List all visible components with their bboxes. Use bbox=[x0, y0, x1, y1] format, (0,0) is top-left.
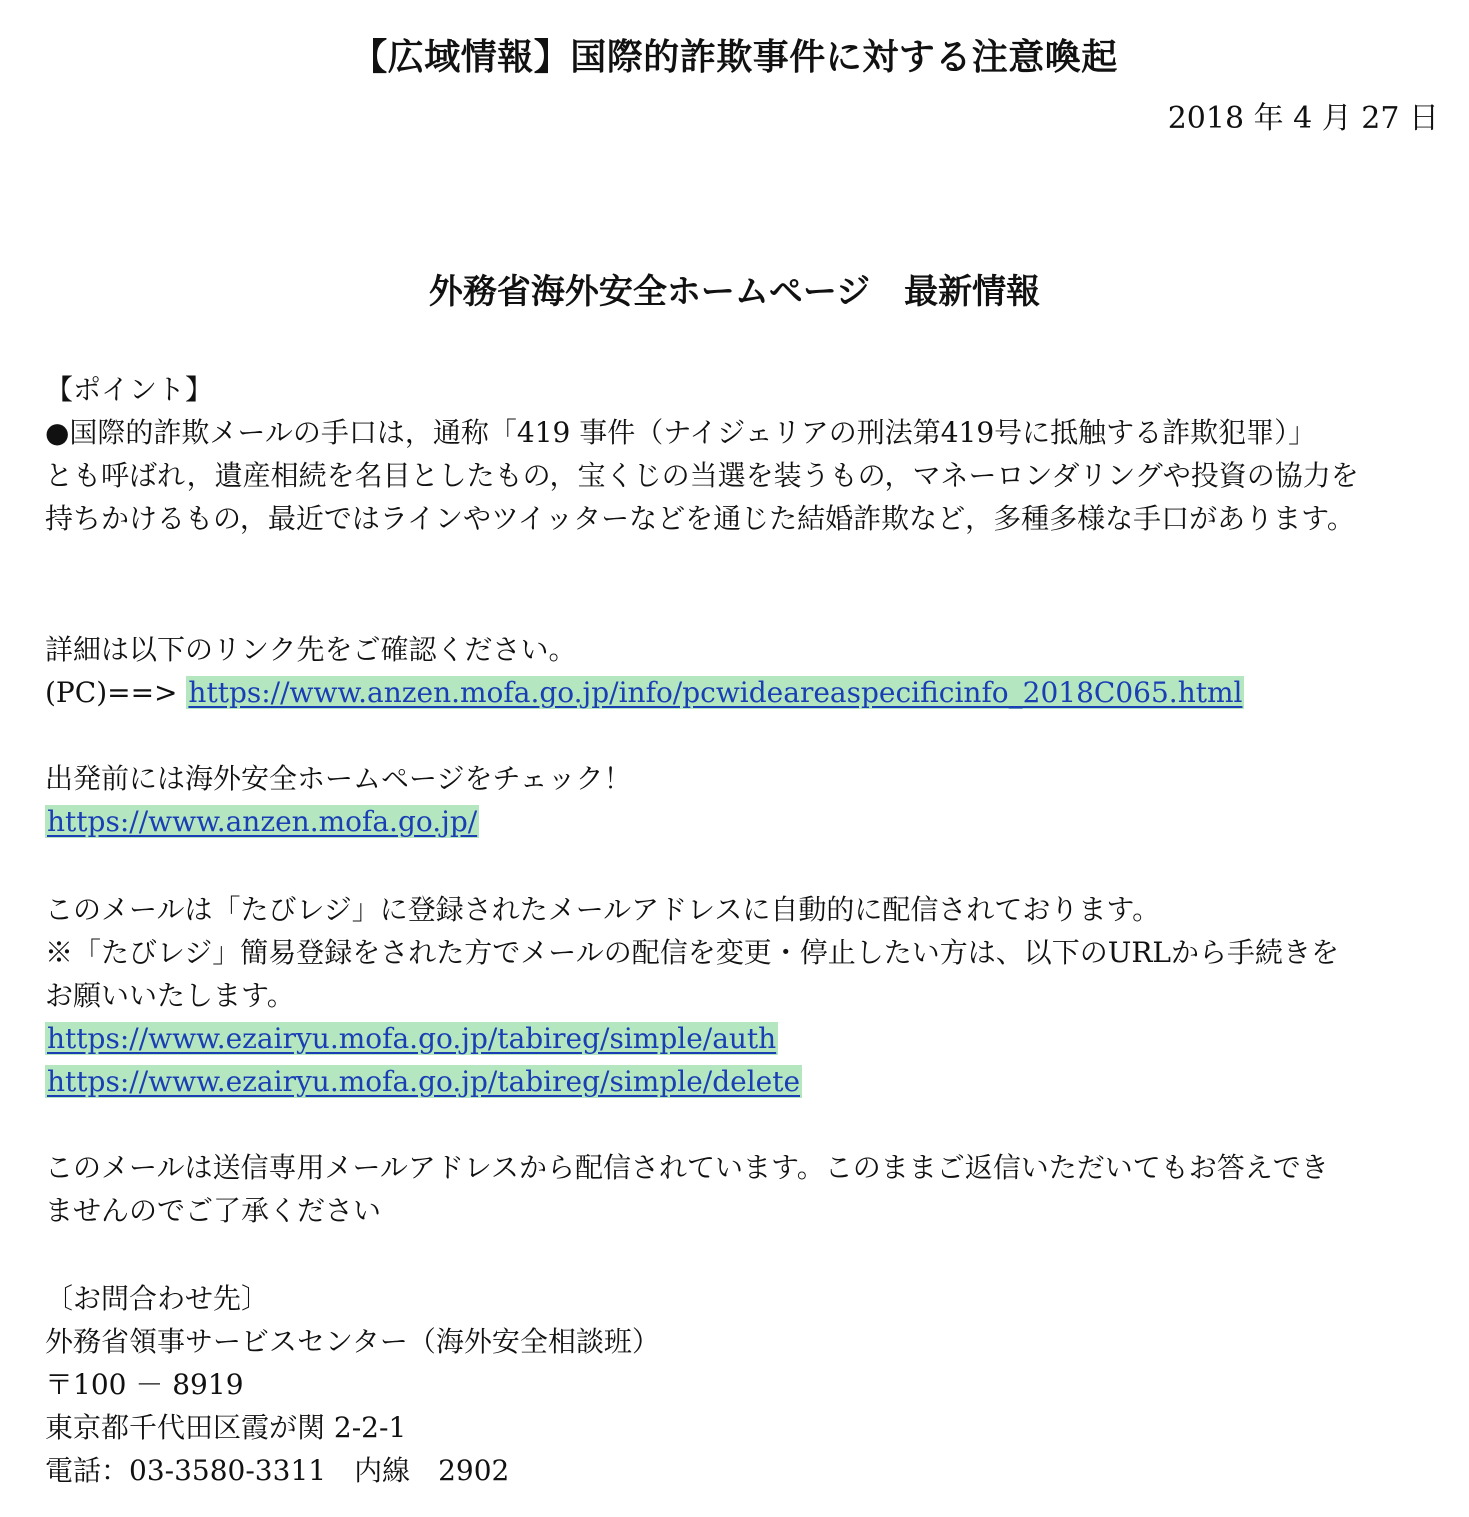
details-section bbox=[45, 628, 1455, 714]
contact-section bbox=[45, 1277, 1455, 1492]
pc-link-prefix: (PC)==> bbox=[45, 676, 187, 709]
pc-detail-link[interactable]: https://www.anzen.mofa.go.jp/info/pcwideareaspecificinfo_2018C065.html bbox=[188, 676, 1243, 709]
delete-link-row bbox=[45, 1060, 1455, 1103]
point-section bbox=[45, 368, 1455, 540]
document-title: 【広域情報】国際的詐欺事件に対する注意喚起 bbox=[351, 37, 1118, 78]
details-intro: 詳細は以下のリンク先をご確認ください。 bbox=[45, 633, 577, 666]
auth-link-row bbox=[45, 1017, 1455, 1060]
notice-line-1: このメールは送信専用メールアドレスから配信されています。このままご返信いただいてもお答えでき bbox=[45, 1151, 1329, 1184]
contact-address: 東京都千代田区霞が関 2-2-1 bbox=[45, 1411, 407, 1444]
registration-line-3: お願いいたします。 bbox=[45, 979, 295, 1012]
contact-heading: 〔お問合わせ先〕 bbox=[45, 1282, 270, 1315]
notice-line-2: ませんのでご了承ください bbox=[45, 1194, 382, 1227]
check-text: 出発前には海外安全ホームページをチェック！ bbox=[45, 762, 632, 795]
pc-link-row bbox=[45, 671, 1455, 714]
anzen-home-link[interactable]: https://www.anzen.mofa.go.jp/ bbox=[47, 805, 478, 838]
tabireg-delete-link[interactable]: https://www.ezairyu.mofa.go.jp/tabireg/simple/delete bbox=[47, 1065, 801, 1098]
document-subtitle: 外務省海外安全ホームページ 最新情報 bbox=[428, 272, 1041, 312]
tabireg-auth-link[interactable]: https://www.ezairyu.mofa.go.jp/tabireg/simple/auth bbox=[47, 1022, 777, 1055]
registration-line-1: このメールは「たびレジ」に登録されたメールアドレスに自動的に配信されております。 bbox=[45, 893, 1161, 926]
point-heading: 【ポイント】 bbox=[45, 373, 214, 406]
point-line-2: とも呼ばれ，遺産相続を名目としたもの，宝くじの当選を装うもの，マネーロンダリングや投資の協力を bbox=[45, 459, 1359, 492]
point-line-3: 持ちかけるもの，最近ではラインやツイッターなどを通じた結婚詐欺など，多種多様な手口があります。 bbox=[45, 502, 1355, 535]
point-line-1: ●国際的詐欺メールの手口は，通称「419 事件（ナイジェリアの刑法第419号に抵触する詐欺犯罪）」 bbox=[45, 416, 1317, 449]
check-section bbox=[45, 757, 1455, 843]
registration-section bbox=[45, 888, 1455, 1103]
registration-line-2: ※「たびレジ」簡易登録をされた方でメールの配信を変更・停止したい方は、以下のURLから手続きを bbox=[45, 936, 1340, 969]
issue-date: 2018 年 4 月 27 日 bbox=[1167, 101, 1439, 136]
anzen-link-row bbox=[45, 800, 1455, 843]
contact-postal: 〒100 － 8919 bbox=[45, 1368, 244, 1401]
contact-org: 外務省領事サービスセンター（海外安全相談班） bbox=[45, 1325, 660, 1358]
notice-section bbox=[45, 1146, 1455, 1232]
contact-phone: 電話：03-3580-3311 内線 2902 bbox=[45, 1454, 510, 1487]
